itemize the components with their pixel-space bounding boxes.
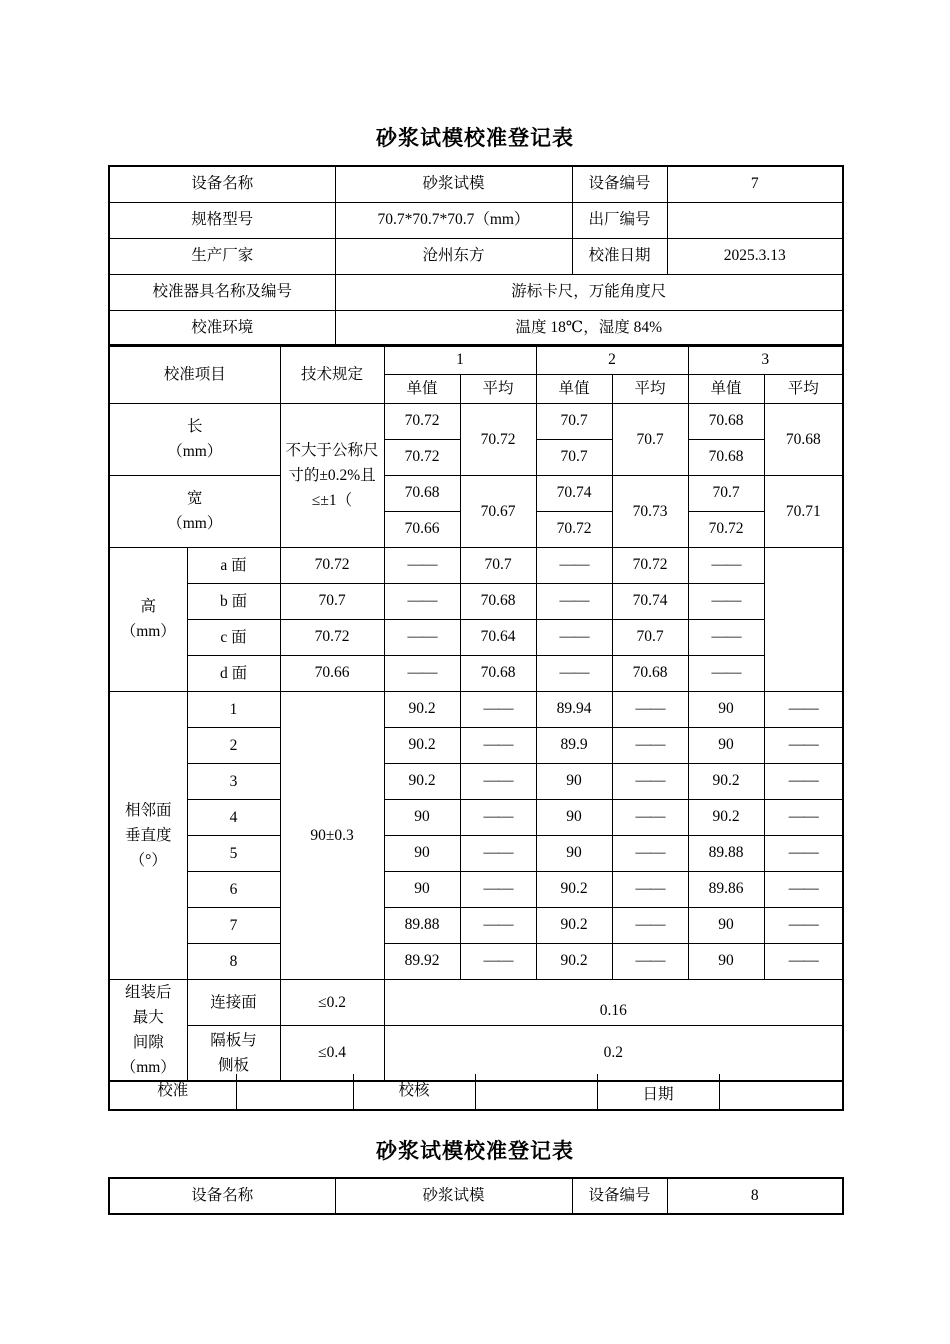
partition-req: ≤0.4 xyxy=(280,1025,384,1081)
angle-value: 90.2 xyxy=(688,799,764,835)
form2-header-table xyxy=(108,1177,844,1215)
dash: —— xyxy=(612,907,688,943)
height-value: 70.72 xyxy=(280,619,384,655)
angle-value: 90.2 xyxy=(536,871,612,907)
width-value: 70.7 xyxy=(688,475,764,511)
environment-label: 校准环境 xyxy=(109,310,335,346)
height-face: b 面 xyxy=(187,583,280,619)
dash: —— xyxy=(764,871,843,907)
joint-face-req: ≤0.2 xyxy=(280,979,384,1025)
dash: —— xyxy=(536,619,612,655)
form2-title: 砂浆试模校准登记表 xyxy=(376,1139,574,1163)
manufacturer-value: 沧州东方 xyxy=(335,238,572,274)
tech-req-dimension: 不大于公称尺寸的±0.2%且≤±1（ xyxy=(280,403,384,547)
joint-face-label: 连接面 xyxy=(187,979,280,1025)
dash: —— xyxy=(612,799,688,835)
length-unit: （mm） xyxy=(167,443,223,460)
angle-value: 89.94 xyxy=(536,691,612,727)
environment-value: 温度 18℃，湿度 84% xyxy=(335,310,843,346)
gap-line2: 最大 xyxy=(132,1008,164,1026)
equipment-no-value: 7 xyxy=(667,166,843,202)
width-unit: （mm） xyxy=(167,515,223,532)
angle-value: 89.9 xyxy=(536,727,612,763)
perpendicularity-label xyxy=(109,691,187,979)
joint-face-value: 0.16 xyxy=(384,979,843,1025)
header-info-table xyxy=(108,165,844,347)
dash: —— xyxy=(764,907,843,943)
angle-value: 90 xyxy=(688,943,764,979)
calibrator-signature xyxy=(236,1074,353,1110)
angle-index: 2 xyxy=(187,727,280,763)
manufacturer-label: 生产厂家 xyxy=(109,238,335,274)
average-header: 平均 xyxy=(764,374,843,403)
angle-index: 6 xyxy=(187,871,280,907)
height-value: 70.68 xyxy=(460,583,536,619)
average-header: 平均 xyxy=(460,374,536,403)
form-title: 砂浆试模校准登记表 xyxy=(376,126,574,150)
angle-value: 90 xyxy=(384,835,460,871)
width-value: 70.68 xyxy=(384,475,460,511)
dash: —— xyxy=(384,583,460,619)
dash: —— xyxy=(688,655,764,691)
dash: —— xyxy=(460,763,536,799)
specimen-header: 1 xyxy=(384,345,536,374)
factory-no-value xyxy=(667,202,843,238)
height-face: c 面 xyxy=(187,619,280,655)
length-value: 70.7 xyxy=(536,403,612,439)
date-value xyxy=(719,1074,843,1110)
angle-index: 8 xyxy=(187,943,280,979)
single-header: 单值 xyxy=(536,374,612,403)
height-value: 70.72 xyxy=(280,547,384,583)
width-value: 70.74 xyxy=(536,475,612,511)
tech-req-header: 技术规定 xyxy=(280,345,384,403)
perp-line2: 垂直度 xyxy=(124,826,172,844)
height-value: 70.7 xyxy=(280,583,384,619)
equipment-name-value: 砂浆试模 xyxy=(335,166,572,202)
specimen-header: 3 xyxy=(688,345,843,374)
equipment-name-label: 设备名称 xyxy=(109,166,335,202)
average-header: 平均 xyxy=(612,374,688,403)
height-value: 70.7 xyxy=(460,547,536,583)
dash: —— xyxy=(764,943,843,979)
partition-label xyxy=(187,1025,280,1081)
width-average: 70.73 xyxy=(612,475,688,547)
length-average: 70.68 xyxy=(764,403,843,475)
angle-index: 3 xyxy=(187,763,280,799)
angle-value: 90 xyxy=(688,727,764,763)
specimen-header: 2 xyxy=(536,345,688,374)
dash: —— xyxy=(764,763,843,799)
angle-value: 90.2 xyxy=(536,943,612,979)
angle-index: 1 xyxy=(187,691,280,727)
partition-value: 0.2 xyxy=(384,1025,843,1081)
length-average: 70.7 xyxy=(612,403,688,475)
height-name: 高 xyxy=(140,598,156,615)
height-face: a 面 xyxy=(187,547,280,583)
dash: —— xyxy=(384,547,460,583)
angle-value: 90 xyxy=(536,763,612,799)
width-average: 70.67 xyxy=(460,475,536,547)
form2-equipment-name-value: 砂浆试模 xyxy=(335,1178,572,1214)
form2-equipment-no-label: 设备编号 xyxy=(572,1178,667,1214)
equipment-no-label: 设备编号 xyxy=(572,166,667,202)
perp-line1: 相邻面 xyxy=(124,801,172,819)
gap-unit: （mm） xyxy=(120,1058,176,1076)
angle-value: 90 xyxy=(688,907,764,943)
angle-value: 90.2 xyxy=(536,907,612,943)
dash: —— xyxy=(764,691,843,727)
width-value: 70.72 xyxy=(688,511,764,547)
calib-date-label: 校准日期 xyxy=(572,238,667,274)
dash: —— xyxy=(536,547,612,583)
spec-label: 规格型号 xyxy=(109,202,335,238)
dash: —— xyxy=(460,907,536,943)
width-average: 70.71 xyxy=(764,475,843,547)
angle-value: 89.92 xyxy=(384,943,460,979)
angle-index: 4 xyxy=(187,799,280,835)
height-value: 70.64 xyxy=(460,619,536,655)
length-value: 70.7 xyxy=(536,439,612,475)
height-value: 70.66 xyxy=(280,655,384,691)
item-header: 校准项目 xyxy=(109,345,280,403)
height-value: 70.68 xyxy=(612,655,688,691)
dash: —— xyxy=(612,943,688,979)
angle-value: 90.2 xyxy=(384,691,460,727)
height-value: 70.72 xyxy=(612,547,688,583)
gap-line3: 间隙 xyxy=(132,1033,164,1051)
single-header: 单值 xyxy=(688,374,764,403)
form2-equipment-name-label: 设备名称 xyxy=(109,1178,335,1214)
height-label xyxy=(109,547,187,691)
date-label: 日期 xyxy=(597,1074,719,1110)
angle-value: 89.86 xyxy=(688,871,764,907)
angle-value: 90.2 xyxy=(384,727,460,763)
factory-no-label: 出厂编号 xyxy=(572,202,667,238)
height-unit: （mm） xyxy=(120,623,176,640)
checker-label: 校核 xyxy=(353,1074,475,1110)
length-value: 70.68 xyxy=(688,403,764,439)
height-value: 70.68 xyxy=(460,655,536,691)
dash: —— xyxy=(688,619,764,655)
tech-req-angle: 90±0.3 xyxy=(280,691,384,979)
checker-signature xyxy=(475,1074,597,1110)
width-name: 宽 xyxy=(187,490,203,507)
form2-equipment-no-value: 8 xyxy=(667,1178,843,1214)
dash: —— xyxy=(688,583,764,619)
dash: —— xyxy=(460,799,536,835)
angle-value: 89.88 xyxy=(384,907,460,943)
gap-label xyxy=(109,979,187,1081)
height-face: d 面 xyxy=(187,655,280,691)
dash: —— xyxy=(460,727,536,763)
angle-value: 90 xyxy=(384,799,460,835)
dash: —— xyxy=(460,691,536,727)
angle-value: 90.2 xyxy=(688,763,764,799)
length-name: 长 xyxy=(187,418,203,435)
measurement-table xyxy=(108,344,844,1082)
dash: —— xyxy=(460,871,536,907)
angle-value: 90 xyxy=(384,871,460,907)
instrument-value: 游标卡尺，万能角度尺 xyxy=(335,274,843,310)
dash: —— xyxy=(460,943,536,979)
calib-date-value: 2025.3.13 xyxy=(667,238,843,274)
dash: —— xyxy=(384,655,460,691)
dash: —— xyxy=(764,799,843,835)
calibrator-label: 校准 xyxy=(109,1074,236,1110)
dash: —— xyxy=(384,619,460,655)
height-value: 70.74 xyxy=(612,583,688,619)
length-value: 70.72 xyxy=(384,439,460,475)
length-value: 70.68 xyxy=(688,439,764,475)
length-average: 70.72 xyxy=(460,403,536,475)
dash: —— xyxy=(612,835,688,871)
length-label xyxy=(109,403,280,475)
height-value: 70.7 xyxy=(612,619,688,655)
angle-value: 90 xyxy=(688,691,764,727)
width-value: 70.66 xyxy=(384,511,460,547)
dash: —— xyxy=(764,727,843,763)
partition-line2: 侧板 xyxy=(218,1056,250,1074)
perp-unit: （°） xyxy=(129,851,167,869)
length-value: 70.72 xyxy=(384,403,460,439)
angle-value: 89.88 xyxy=(688,835,764,871)
dash: —— xyxy=(612,691,688,727)
width-value: 70.72 xyxy=(536,511,612,547)
width-label xyxy=(109,475,280,547)
angle-value: 90.2 xyxy=(384,763,460,799)
angle-value: 90 xyxy=(536,799,612,835)
angle-index: 5 xyxy=(187,835,280,871)
instrument-label: 校准器具名称及编号 xyxy=(109,274,335,310)
partition-line1: 隔板与 xyxy=(210,1031,257,1049)
dash: —— xyxy=(612,871,688,907)
dash: —— xyxy=(536,583,612,619)
spec-value: 70.7*70.7*70.7（mm） xyxy=(335,202,572,238)
dash: —— xyxy=(612,763,688,799)
dash: —— xyxy=(688,547,764,583)
angle-value: 90 xyxy=(536,835,612,871)
single-header: 单值 xyxy=(384,374,460,403)
dash: —— xyxy=(460,835,536,871)
angle-index: 7 xyxy=(187,907,280,943)
gap-line1: 组装后 xyxy=(124,983,172,1001)
signature-table xyxy=(108,1074,844,1111)
dash: —— xyxy=(764,835,843,871)
dash: —— xyxy=(536,655,612,691)
dash: —— xyxy=(612,727,688,763)
